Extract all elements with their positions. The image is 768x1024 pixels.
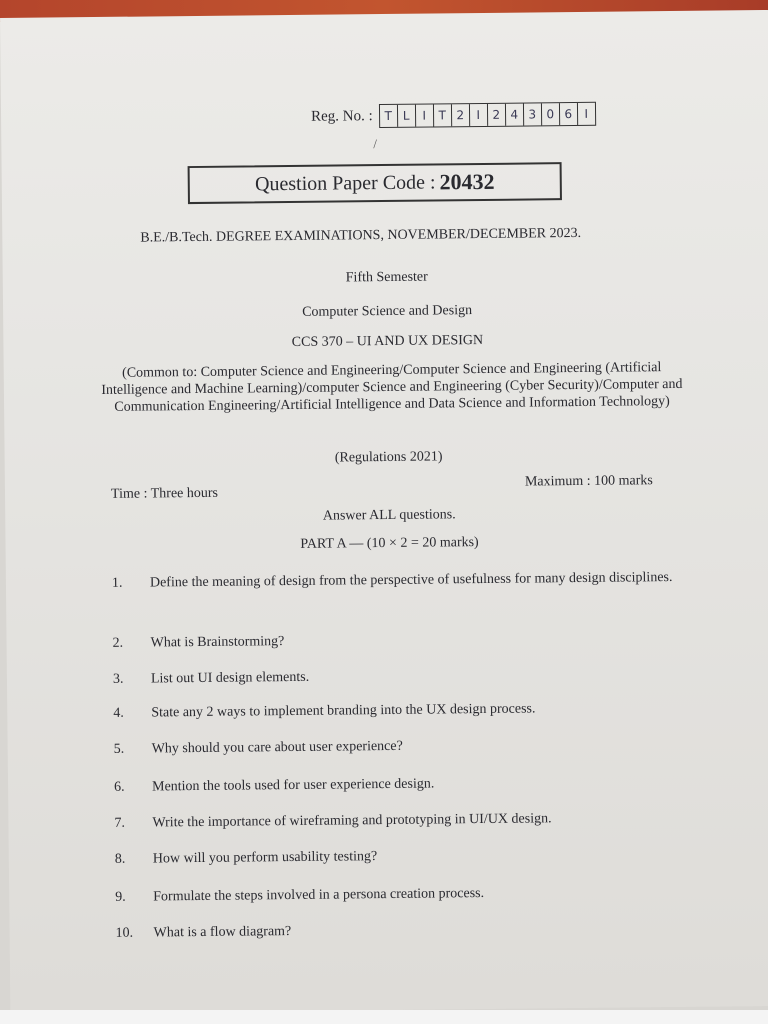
question-paper-code-box <box>188 162 562 204</box>
instruction: Answer ALL questions. <box>322 507 456 524</box>
reg-number-label: Reg. No. : <box>310 107 373 125</box>
question-number: 10. <box>115 925 134 941</box>
question-item <box>114 733 684 761</box>
reg-digit-box: 0 <box>542 103 560 125</box>
question-paper <box>0 10 768 1014</box>
question-item <box>113 663 683 691</box>
department: Computer Science and Design <box>302 303 473 320</box>
question-number: 4. <box>113 705 124 721</box>
reg-digit-box: 3 <box>524 103 542 125</box>
question-item <box>115 843 685 871</box>
reg-number-boxes <box>379 102 596 128</box>
question-number: 8. <box>114 851 126 867</box>
question-item <box>112 627 682 655</box>
question-item <box>114 771 684 799</box>
question-text: How will you perform usability testing? <box>152 849 378 867</box>
question-item <box>113 697 683 725</box>
question-number: 7. <box>114 815 126 831</box>
exam-title: B.E./B.Tech. DEGREE EXAMINATIONS, NOVEMBER/DECEMBER 2023. <box>140 225 582 246</box>
reg-digit-box: I <box>470 104 488 126</box>
question-text: Formulate the steps involved in a persona creation process. <box>153 886 485 905</box>
reg-digit-box: I <box>584 106 589 121</box>
question-text: State any 2 ways to implement branding into the UX design process. <box>151 701 536 721</box>
reg-digit-box: 4 <box>506 104 524 126</box>
maximum-marks: Maximum : 100 marks <box>524 473 653 490</box>
reg-digit-box: 2 <box>488 104 506 126</box>
question-text: Write the importance of wireframing and prototyping in UI/UX design. <box>152 811 552 831</box>
question-text: Why should you care about user experience? <box>151 738 403 757</box>
question-paper-code-label: Question Paper Code : <box>254 170 436 195</box>
part-a-heading: PART A — (10 × 2 = 20 marks) <box>300 535 479 552</box>
reg-digit-box: I <box>416 104 434 126</box>
question-item <box>112 567 682 595</box>
question-number: 6. <box>114 779 125 795</box>
course-title: CCS 370 – UI AND UX DESIGN <box>291 332 484 350</box>
question-item <box>114 807 684 835</box>
reg-digit-box: T <box>434 104 452 126</box>
question-item <box>115 881 685 909</box>
reg-number-row <box>311 102 596 129</box>
question-number: 2. <box>112 635 124 651</box>
question-number: 3. <box>112 671 124 687</box>
regulations: (Regulations 2021) <box>334 449 443 466</box>
question-item <box>116 917 686 945</box>
question-number: 9. <box>115 889 126 905</box>
question-text: Define the meaning of design from the perspective of usefulness for many design disciplines. <box>149 570 673 591</box>
bottom-strip <box>0 1010 768 1024</box>
question-text: What is Brainstorming? <box>150 634 285 651</box>
reg-digit-box: L <box>398 105 416 127</box>
question-number: 5. <box>113 741 125 757</box>
reg-digit-box: T <box>380 105 398 127</box>
question-text: List out UI design elements. <box>150 669 310 687</box>
question-number: 1. <box>111 575 123 591</box>
question-paper-code: 20432 <box>439 168 495 195</box>
question-text: Mention the tools used for user experience design. <box>152 776 435 795</box>
handwritten-slash: / <box>373 136 378 152</box>
time-allowed: Time : Three hours <box>110 485 219 502</box>
common-to-note: (Common to: Computer Science and Engineering/Computer Science and Engineering (Artificial Intelligence and Machine Learning)/computer Science and Engineering (Cyber Security)/Computer and Communication Engineering/Artificial Intelligence and Data Science and Information Technology) <box>101 360 683 415</box>
semester: Fifth Semester <box>345 269 428 286</box>
question-text: What is a flow diagram? <box>153 924 292 941</box>
reg-digit-box: 6 <box>560 103 578 125</box>
reg-digit-box: 2 <box>452 104 470 126</box>
